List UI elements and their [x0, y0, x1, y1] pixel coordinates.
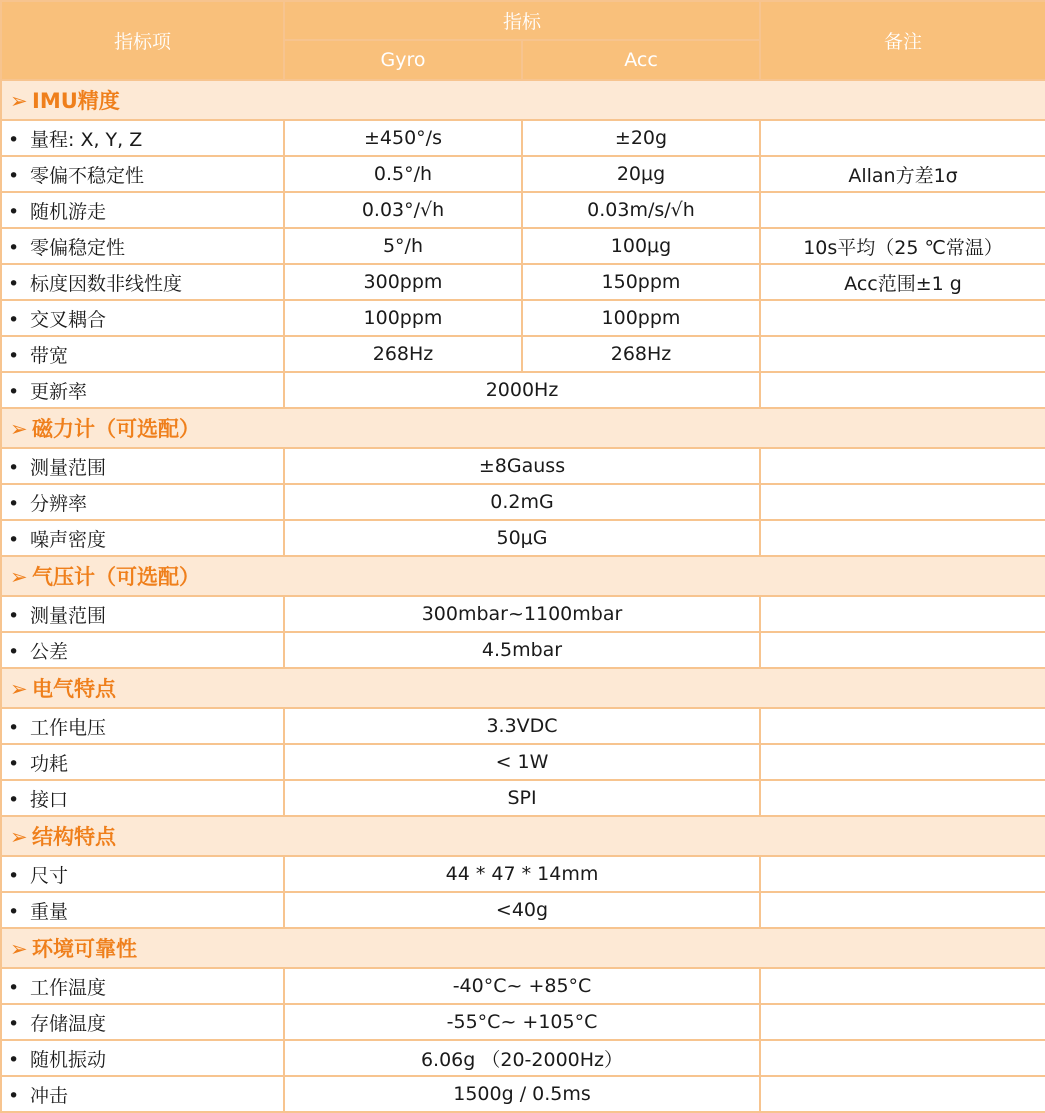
row-label: 随机振动	[30, 1048, 107, 1071]
spec-value: 300mbar~1100mbar	[284, 596, 760, 632]
spec-value: 4.5mbar	[284, 632, 760, 668]
table-row	[1, 520, 1045, 556]
spec-value: 1500g / 0.5ms	[284, 1076, 760, 1112]
spec-value: -40°C~ +85°C	[284, 968, 760, 1004]
bullet-icon: •	[8, 344, 20, 367]
gyro-value: 268Hz	[284, 336, 522, 372]
row-label-cell	[1, 264, 284, 300]
gyro-value: 300ppm	[284, 264, 522, 300]
bullet-icon: •	[8, 492, 20, 515]
section-title-cell	[1, 556, 1045, 596]
note-value	[760, 520, 1045, 556]
table-row	[1, 156, 1045, 192]
gyro-value: 100ppm	[284, 300, 522, 336]
header-item: 指标项	[1, 1, 284, 80]
row-label: 冲击	[30, 1084, 69, 1107]
gyro-value: 5°/h	[284, 228, 522, 264]
spec-value: <40g	[284, 892, 760, 928]
bullet-icon: •	[8, 604, 20, 627]
note-value	[760, 744, 1045, 780]
row-label: 重量	[30, 900, 69, 923]
row-label: 零偏稳定性	[30, 236, 126, 259]
header-acc: Acc	[522, 40, 760, 80]
section-header-row	[1, 408, 1045, 448]
bullet-icon: •	[8, 1084, 20, 1107]
section-title-cell	[1, 408, 1045, 448]
note-value	[760, 448, 1045, 484]
table-row	[1, 120, 1045, 156]
acc-value: 20μg	[522, 156, 760, 192]
bullet-icon: •	[8, 640, 20, 663]
table-row	[1, 1076, 1045, 1112]
row-label-cell	[1, 192, 284, 228]
table-row	[1, 228, 1045, 264]
table-row	[1, 744, 1045, 780]
acc-value: ±20g	[522, 120, 760, 156]
bullet-icon: •	[8, 752, 20, 775]
acc-value: 100μg	[522, 228, 760, 264]
row-label: 接口	[30, 788, 69, 811]
table-row	[1, 780, 1045, 816]
table-row	[1, 372, 1045, 408]
note-value: Allan方差1σ	[760, 156, 1045, 192]
row-label: 标度因数非线性度	[30, 272, 183, 295]
bullet-icon: •	[8, 200, 20, 223]
right-arrow-icon: ➢	[10, 417, 28, 441]
acc-value: 150ppm	[522, 264, 760, 300]
row-label-cell	[1, 336, 284, 372]
row-label: 更新率	[30, 380, 88, 403]
spec-value: 6.06g （20-2000Hz）	[284, 1040, 760, 1076]
spec-value: SPI	[284, 780, 760, 816]
row-label: 公差	[30, 640, 69, 663]
row-label-cell	[1, 484, 284, 520]
section-title-cell	[1, 80, 1045, 120]
table-row	[1, 856, 1045, 892]
acc-value: 100ppm	[522, 300, 760, 336]
section-header-row	[1, 80, 1045, 120]
spec-value: < 1W	[284, 744, 760, 780]
row-label-cell	[1, 372, 284, 408]
row-label: 测量范围	[30, 604, 107, 627]
right-arrow-icon: ➢	[10, 825, 28, 849]
gyro-value: ±450°/s	[284, 120, 522, 156]
table-header	[1, 1, 1045, 80]
section-header-row	[1, 556, 1045, 596]
row-label-cell	[1, 300, 284, 336]
row-label-cell	[1, 856, 284, 892]
section-title: 磁力计（可选配）	[32, 417, 200, 441]
spec-value: 2000Hz	[284, 372, 760, 408]
table-row	[1, 632, 1045, 668]
bullet-icon: •	[8, 456, 20, 479]
spec-value: ±8Gauss	[284, 448, 760, 484]
row-label: 工作温度	[30, 976, 107, 999]
row-label: 存储温度	[30, 1012, 107, 1035]
row-label-cell	[1, 1040, 284, 1076]
gyro-value: 0.5°/h	[284, 156, 522, 192]
note-value	[760, 372, 1045, 408]
row-label-cell	[1, 120, 284, 156]
row-label-cell	[1, 1076, 284, 1112]
note-value	[760, 968, 1045, 1004]
row-label-cell	[1, 708, 284, 744]
acc-value: 0.03m/s/√h	[522, 192, 760, 228]
header-spec: 指标	[284, 1, 760, 40]
section-title-cell	[1, 816, 1045, 856]
header-gyro: Gyro	[284, 40, 522, 80]
section-title-cell	[1, 928, 1045, 968]
table-row	[1, 1004, 1045, 1040]
bullet-icon: •	[8, 164, 20, 187]
bullet-icon: •	[8, 380, 20, 403]
bullet-icon: •	[8, 900, 20, 923]
note-value	[760, 856, 1045, 892]
table-row	[1, 484, 1045, 520]
row-label: 功耗	[30, 752, 69, 775]
note-value: Acc范围±1 g	[760, 264, 1045, 300]
section-title: 电气特点	[32, 677, 116, 701]
note-value	[760, 1004, 1045, 1040]
bullet-icon: •	[8, 1048, 20, 1071]
section-title-cell	[1, 668, 1045, 708]
row-label: 量程: X, Y, Z	[30, 128, 143, 151]
bullet-icon: •	[8, 236, 20, 259]
section-title: 环境可靠性	[32, 937, 137, 961]
note-value	[760, 336, 1045, 372]
row-label-cell	[1, 228, 284, 264]
right-arrow-icon: ➢	[10, 677, 28, 701]
table-row	[1, 892, 1045, 928]
row-label: 随机游走	[30, 200, 107, 223]
section-title: 气压计（可选配）	[32, 565, 200, 589]
table-row	[1, 300, 1045, 336]
spec-value: 0.2mG	[284, 484, 760, 520]
bullet-icon: •	[8, 716, 20, 739]
row-label: 带宽	[30, 344, 69, 367]
row-label: 噪声密度	[30, 528, 107, 551]
spec-value: 3.3VDC	[284, 708, 760, 744]
acc-value: 268Hz	[522, 336, 760, 372]
bullet-icon: •	[8, 308, 20, 331]
note-value	[760, 1076, 1045, 1112]
spec-value: -55°C~ +105°C	[284, 1004, 760, 1040]
note-value	[760, 484, 1045, 520]
row-label-cell	[1, 892, 284, 928]
right-arrow-icon: ➢	[10, 89, 28, 113]
bullet-icon: •	[8, 528, 20, 551]
row-label-cell	[1, 520, 284, 556]
row-label-cell	[1, 632, 284, 668]
row-label: 零偏不稳定性	[30, 164, 145, 187]
table-row	[1, 596, 1045, 632]
table-row	[1, 264, 1045, 300]
row-label-cell	[1, 968, 284, 1004]
bullet-icon: •	[8, 128, 20, 151]
table-row	[1, 448, 1045, 484]
note-value	[760, 708, 1045, 744]
section-header-row	[1, 816, 1045, 856]
section-title: 结构特点	[32, 825, 116, 849]
bullet-icon: •	[8, 788, 20, 811]
right-arrow-icon: ➢	[10, 937, 28, 961]
note-value	[760, 120, 1045, 156]
note-value	[760, 300, 1045, 336]
row-label-cell	[1, 744, 284, 780]
right-arrow-icon: ➢	[10, 565, 28, 589]
row-label-cell	[1, 1004, 284, 1040]
table-body	[1, 80, 1045, 1112]
note-value	[760, 780, 1045, 816]
table-row	[1, 968, 1045, 1004]
note-value	[760, 192, 1045, 228]
row-label: 交叉耦合	[30, 308, 107, 331]
row-label-cell	[1, 448, 284, 484]
spec-value: 44 * 47 * 14mm	[284, 856, 760, 892]
row-label-cell	[1, 156, 284, 192]
bullet-icon: •	[8, 976, 20, 999]
note-value	[760, 632, 1045, 668]
note-value: 10s平均（25 ℃常温）	[760, 228, 1045, 264]
section-header-row	[1, 668, 1045, 708]
note-value	[760, 892, 1045, 928]
row-label: 工作电压	[30, 716, 107, 739]
spec-value: 50μG	[284, 520, 760, 556]
table-row	[1, 336, 1045, 372]
bullet-icon: •	[8, 1012, 20, 1035]
note-value	[760, 596, 1045, 632]
row-label: 尺寸	[30, 864, 69, 887]
row-label-cell	[1, 780, 284, 816]
table-row	[1, 1040, 1045, 1076]
table-row	[1, 192, 1045, 228]
table-row	[1, 708, 1045, 744]
row-label: 测量范围	[30, 456, 107, 479]
row-label: 分辨率	[30, 492, 88, 515]
bullet-icon: •	[8, 864, 20, 887]
gyro-value: 0.03°/√h	[284, 192, 522, 228]
row-label-cell	[1, 596, 284, 632]
header-note: 备注	[760, 1, 1045, 80]
note-value	[760, 1040, 1045, 1076]
bullet-icon: •	[8, 272, 20, 295]
section-title: IMU精度	[32, 89, 120, 113]
section-header-row	[1, 928, 1045, 968]
